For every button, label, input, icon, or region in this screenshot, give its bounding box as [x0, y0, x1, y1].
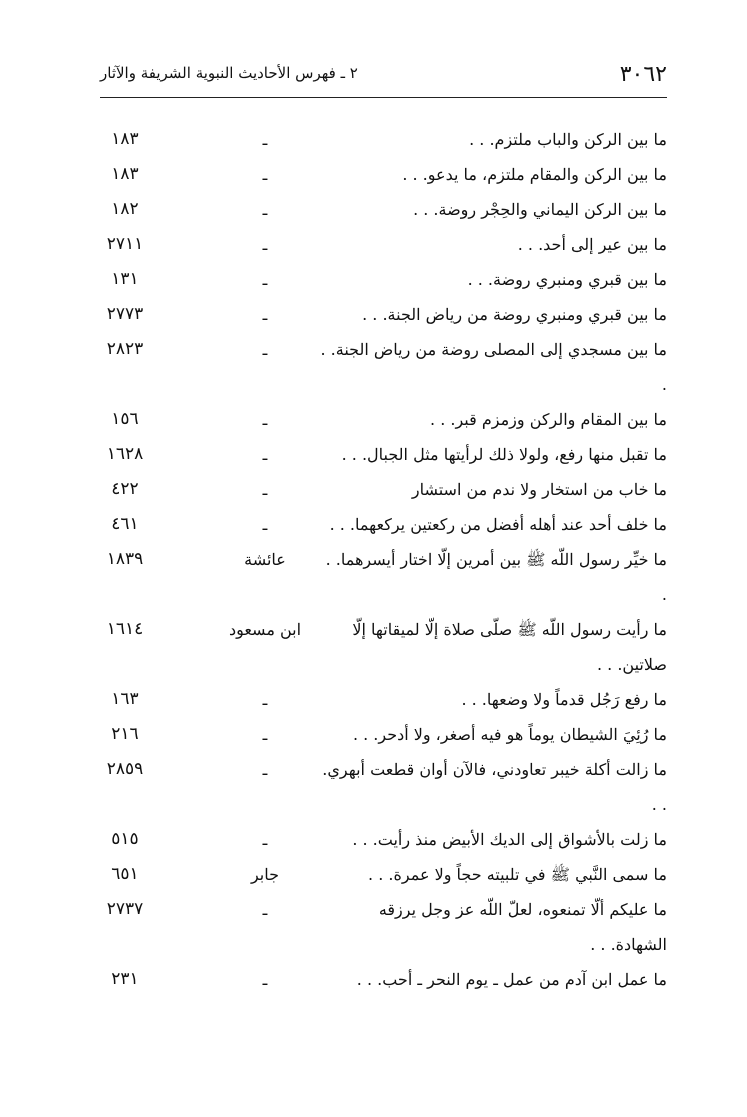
hadith-number: ١٨٣٩: [106, 549, 144, 569]
hadith-text: ما بين الركن والباب ملتزم. . .: [469, 130, 667, 149]
hadith-number: ٢١٦: [111, 724, 139, 744]
hadith-text: ما بين قبري ومنبري روضة من رياض الجنة. . .: [362, 305, 667, 324]
index-entry: [100, 192, 667, 227]
hadith-text: ما بين عير إلى أحد. . .: [517, 235, 667, 254]
hadith-text: ما عمل ابن آدم من عمل ـ يوم النحر ـ أحب. . .: [356, 970, 667, 989]
hadith-text: ما خاب من استخار ولا ندم من استشار: [411, 480, 667, 499]
index-entry: [100, 857, 667, 892]
narrator: ـ: [262, 305, 268, 324]
narrator: ـ: [262, 200, 268, 219]
hadith-text: ما رُئِيَ الشيطان يوماً هو فيه أصغر، ولا أدحر. . .: [352, 725, 667, 744]
hadith-number: ١٣١: [111, 269, 139, 289]
hadith-number: ٥١٥: [111, 829, 139, 849]
hadith-number: ١٥٦: [111, 409, 139, 429]
hadith-text: ما رفع رَجُل قدماً ولا وضعها. . .: [461, 690, 667, 709]
hadith-text: ما خلف أحد عند أهله أفضل من ركعتين يركعهما. . .: [329, 515, 667, 534]
narrator: ـ: [262, 445, 268, 464]
index-entry: [100, 472, 667, 507]
narrator: ـ: [262, 515, 268, 534]
hadith-text: ما عليكم ألّا تمنعوه، لعلّ اللّه عز وجل يرزقه الشهادة. . .: [378, 900, 667, 954]
index-entry: [100, 752, 667, 822]
hadith-text: ما خيِّر رسول اللّه ﷺ بين أمرين إلّا اختار أيسرهما. . .: [325, 550, 667, 604]
index-entry: [100, 717, 667, 752]
index-entry: [100, 822, 667, 857]
index-entries: [100, 122, 667, 997]
hadith-number: ١٦٢٨: [106, 444, 144, 464]
narrator: ـ: [262, 340, 268, 359]
hadith-number: ٤٦١: [111, 514, 139, 534]
index-entry: [100, 892, 667, 962]
index-entry: [100, 332, 667, 402]
narrator: ـ: [262, 130, 268, 149]
narrator: ـ: [262, 480, 268, 499]
hadith-number: ٤٢٢: [111, 479, 139, 499]
narrator: ـ: [262, 410, 268, 429]
page-header: [100, 62, 667, 92]
hadith-number: ١٨٣: [111, 129, 139, 149]
hadith-text: ما بين الركن والمقام ملتزم، ما يدعو. . .: [402, 165, 667, 184]
hadith-text: ما سمى النَّبي ﷺ في تلبيته حجاً ولا عمرة. . .: [368, 865, 667, 884]
hadith-number: ١٦٣: [111, 689, 139, 709]
hadith-text: ما تقبل منها رفع، ولولا ذلك لرأيتها مثل الجبال. . .: [341, 445, 667, 464]
hadith-text: ما زلت بالأشواق إلى الديك الأبيض منذ رأيت. . .: [352, 830, 667, 849]
narrator: ـ: [262, 235, 268, 254]
narrator: ـ: [262, 165, 268, 184]
hadith-text: ما بين مسجدي إلى المصلى روضة من رياض الجنة. . .: [320, 340, 667, 394]
narrator: ـ: [262, 690, 268, 709]
narrator: عائشة: [244, 550, 286, 569]
narrator: ـ: [262, 970, 268, 989]
hadith-number: ١٨٣: [111, 164, 139, 184]
narrator: ابن مسعود: [228, 620, 302, 639]
hadith-number: ٢٣١: [111, 969, 139, 989]
hadith-number: ٦٥١: [111, 864, 139, 884]
index-entry: [100, 297, 667, 332]
narrator: ـ: [262, 760, 268, 779]
hadith-text: ما بين الركن اليماني والحِجْر روضة. . .: [413, 200, 667, 219]
index-entry: [100, 507, 667, 542]
running-title: ٢ ـ فهرس الأحاديث النبوية الشريفة والآثار: [100, 64, 358, 82]
narrator: ـ: [262, 270, 268, 289]
hadith-text: ما زالت أكلة خيبر تعاودني، فالآن أوان قطعت أبهري. . .: [322, 760, 667, 814]
hadith-text: ما بين قبري ومنبري روضة. . .: [467, 270, 667, 289]
hadith-text: ما رأيت رسول اللّه ﷺ صلّى صلاة إلّا لميقاتها إلّا صلاتين. . .: [352, 620, 667, 674]
index-entry: [100, 157, 667, 192]
narrator: ـ: [262, 830, 268, 849]
index-entry: [100, 437, 667, 472]
hadith-text: ما بين المقام والركن وزمزم قبر. . .: [430, 410, 667, 429]
index-entry: [100, 402, 667, 437]
header-rule: [100, 97, 667, 98]
hadith-number: ٢٨٢٣: [106, 339, 144, 359]
hadith-number: ٢٧٧٣: [106, 304, 144, 324]
index-entry: [100, 227, 667, 262]
index-entry: [100, 262, 667, 297]
index-entry: [100, 682, 667, 717]
hadith-number: ١٨٢: [111, 199, 139, 219]
index-entry: [100, 962, 667, 997]
narrator: ـ: [262, 725, 268, 744]
page-number: ٣٠٦٢: [619, 62, 667, 87]
index-entry: [100, 122, 667, 157]
narrator: ـ: [262, 900, 268, 919]
index-entry: [100, 612, 667, 682]
index-entry: [100, 542, 667, 612]
hadith-number: ١٦١٤: [106, 619, 144, 639]
hadith-number: ٢٧٣٧: [106, 899, 144, 919]
narrator: جابر: [250, 865, 280, 884]
hadith-number: ٢٧١١: [106, 234, 144, 254]
hadith-number: ٢٨٥٩: [106, 759, 144, 779]
